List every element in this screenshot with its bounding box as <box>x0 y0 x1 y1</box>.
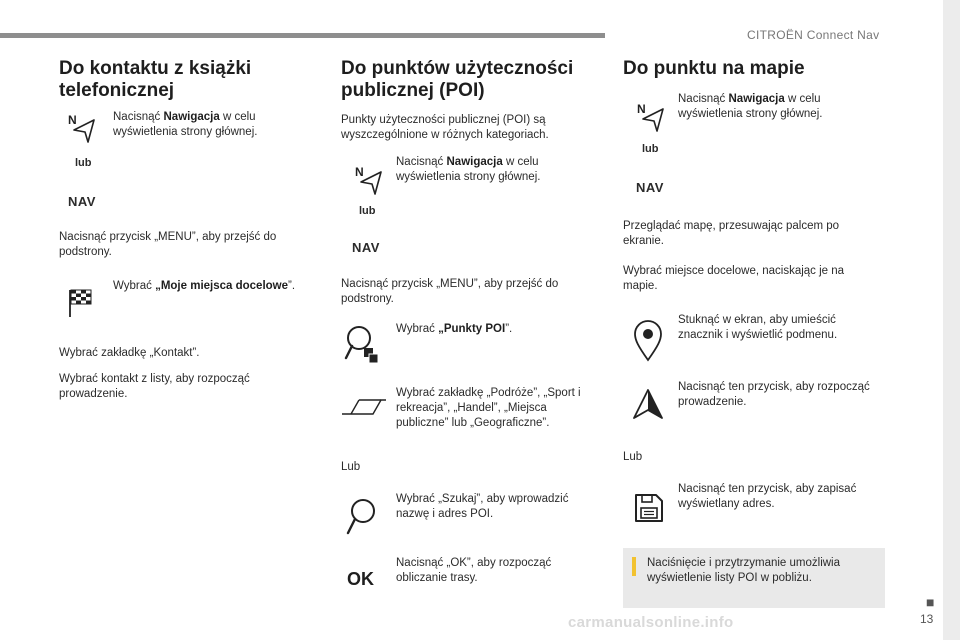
map-pin-icon <box>632 320 664 362</box>
col2-step3: Wybrać „Punkty POI”. <box>396 323 513 335</box>
col1-step4: Wybrać zakładkę „Kontakt”. <box>59 347 200 359</box>
page-marker: ■ <box>926 594 935 610</box>
save-icon <box>633 492 665 524</box>
col3-title: Do punktu na mapie <box>623 58 805 79</box>
navigation-icon <box>66 112 102 144</box>
col3-step1: Nacisnąć Nawigacja w celu wyświetlenia strony głównej. <box>678 93 823 120</box>
info-note-text: Naciśnięcie i przytrzymanie umożliwia wyświetlenie listy POI w pobliżu. <box>647 557 841 584</box>
col2-lub: lub <box>359 205 376 217</box>
right-margin-bar <box>943 0 960 640</box>
col1-step1: Nacisnąć Nawigacja w celu wyświetlenia strony głównej. <box>113 111 258 138</box>
col1-step5: Wybrać kontakt z listy, aby rozpocząć prowadzenie. <box>59 373 250 400</box>
col1-step2: Nacisnąć przycisk „MENU”, aby przejść do podstrony. <box>59 231 277 258</box>
col2-step2: Nacisnąć przycisk „MENU”, aby przejść do podstrony. <box>341 278 559 305</box>
col2-step1: Nacisnąć Nawigacja w celu wyświetlenia strony głównej. <box>396 156 541 183</box>
col3-nav-button: NAV <box>636 180 664 195</box>
col1-title: Do kontaktu z książki telefonicznej <box>59 58 252 101</box>
info-note <box>623 548 885 608</box>
col3-lub: lub <box>642 143 659 155</box>
svg-text:N: N <box>355 165 364 179</box>
col2-nav-button: NAV <box>352 240 380 255</box>
col3-step2: Przeglądać mapę, przesuwając palcem po ekranie. <box>623 220 840 247</box>
start-guidance-icon <box>631 388 665 420</box>
col2-step6: Nacisnąć „OK”, aby rozpocząć obliczanie trasy. <box>396 557 552 584</box>
col2-step4: Wybrać zakładkę „Podróże”, „Sport i rekreacja”, „Handel”, „Miejsca publiczne” lub „Geograficzne”. <box>396 387 581 429</box>
info-icon-dot <box>632 572 636 576</box>
col3-step6: Nacisnąć ten przycisk, aby zapisać wyświetlany adres. <box>678 483 857 510</box>
navigation-icon <box>353 164 389 196</box>
col3-step4: Stuknąć w ekran, aby umieścić znacznik i wyświetlić podmenu. <box>678 314 838 341</box>
col2-step5: Wybrać „Szukaj”, aby wprowadzić nazwę i adres POI. <box>396 493 569 520</box>
svg-text:N: N <box>637 102 646 116</box>
col2-title: Do punktów użyteczności publicznej (POI) <box>341 58 574 101</box>
page-number: 13 <box>920 612 934 626</box>
search-icon <box>345 497 379 537</box>
poi-search-icon <box>343 324 381 366</box>
ok-button: OK <box>347 569 374 589</box>
col1-nav-button: NAV <box>68 194 96 209</box>
tab-icon <box>341 398 387 416</box>
col3-lub2: Lub <box>623 451 643 463</box>
watermark: carmanualsonline.info <box>568 614 734 631</box>
col1-lub: lub <box>75 157 92 169</box>
header-bar <box>0 33 605 38</box>
col1-step3: Wybrać „Moje miejsca docelowe”. <box>113 280 296 292</box>
col2-intro: Punkty użyteczności publicznej (POI) są wyszczególnione w różnych kategoriach. <box>341 114 549 141</box>
col2-lub2: Lub <box>341 461 361 473</box>
col3-step3: Wybrać miejsce docelowe, naciskając je na mapie. <box>623 265 845 292</box>
navigation-icon <box>635 101 671 133</box>
checkered-flag-icon <box>68 288 94 318</box>
col3-step5: Nacisnąć ten przycisk, aby rozpocząć prowadzenie. <box>678 381 870 408</box>
brand-title: CITROËN Connect Nav <box>747 28 880 42</box>
svg-text:N: N <box>68 113 77 127</box>
